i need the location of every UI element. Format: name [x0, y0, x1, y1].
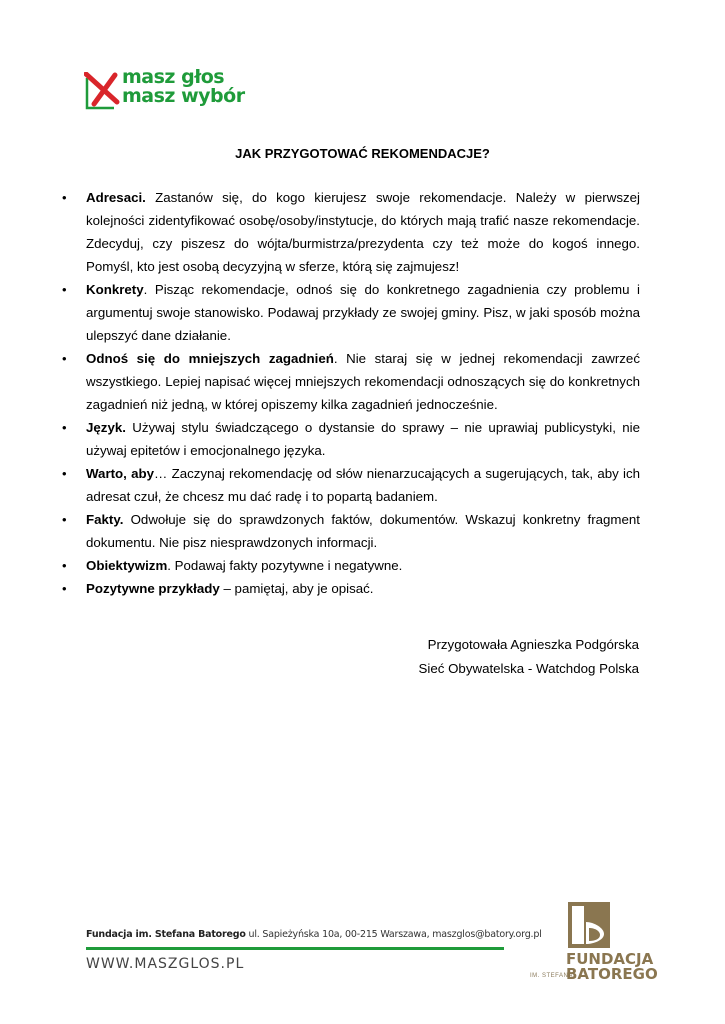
item-lead: Konkrety — [86, 282, 144, 297]
masz-glos-logo — [84, 68, 254, 114]
bullet-icon: • — [62, 512, 67, 527]
footer-org: Fundacja im. Stefana Batorego — [86, 929, 246, 940]
bullet-icon: • — [62, 466, 67, 481]
document-title: JAK PRZYGOTOWAĆ REKOMENDACJE? — [235, 146, 490, 161]
list-item — [60, 186, 640, 278]
item-text: Zastanów się, do kogo kierujesz swoje rekomendacje. Należy w pierwszej kolejności zidentyfikować osobę/osoby/instytucje, do których mają trafić nasze rekomendacje. Zdecyduj, czy piszesz do wójta/burmistrza/prezydenta czy też może do kogoś innego. Pomyśl, kto jest osobą decyzyjną w sferze, którą się zajmujesz! — [86, 190, 640, 274]
fb-name-line-1: FUNDACJA — [566, 950, 654, 968]
signature-author: Przygotowała Agnieszka Podgórska — [427, 637, 639, 652]
logo-line-1: masz głos — [122, 66, 225, 88]
fb-subtitle: IM. STEFANA — [530, 973, 573, 979]
item-lead: Odnoś się do mniejszych zagadnień — [86, 351, 334, 366]
footer-address — [86, 929, 542, 940]
logo-wordmark — [122, 68, 245, 106]
bullet-icon: • — [62, 282, 67, 297]
batory-mark-icon — [568, 902, 610, 948]
item-text: Używaj stylu świadczącego o dystansie do sprawy – nie uprawiaj publicystyki, nie używaj epitetów i emocjonalnego języka. — [86, 420, 640, 458]
bullet-icon: • — [62, 351, 67, 366]
item-lead: Fakty. — [86, 512, 124, 527]
bullet-icon: • — [62, 558, 67, 573]
bullet-icon: • — [62, 420, 67, 435]
item-text: … Zaczynaj rekomendację od słów nienarzucających a sugerujących, tak, aby ich adresat czuł, że chcesz mu dać radę i to popartą badaniem. — [86, 466, 641, 504]
list-item — [60, 416, 640, 462]
item-text: Odwołuje się do sprawdzonych faktów, dokumentów. Wskazuj konkretny fragment dokumentu. Nie pisz niesprawdzonych informacji. — [86, 512, 640, 550]
logo-line-2: masz wybór — [122, 85, 245, 107]
list-item — [60, 278, 640, 347]
fb-name — [566, 952, 658, 982]
list-item — [60, 577, 640, 600]
fb-name-line-2: BATOREGO — [566, 965, 658, 983]
bullet-icon: • — [62, 581, 67, 596]
recommendation-list — [60, 186, 640, 600]
item-lead: Pozytywne przykłady — [86, 581, 220, 596]
item-lead: Obiektywizm — [86, 558, 168, 573]
item-text: . Pisząc rekomendacje, odnoś się do konkretnego zagadnienia czy problemu i argumentuj swoje stanowisko. Podawaj przykłady ze swojej gminy. Pisz, w jaki sposób można ulepszyć dane działanie. — [86, 282, 640, 343]
fundacja-batorego-logo — [528, 900, 658, 990]
footer-website-link[interactable]: WWW.MASZGLOS.PL — [86, 956, 245, 972]
list-item — [60, 347, 640, 416]
list-item — [60, 554, 640, 577]
ballot-x-icon — [84, 72, 120, 110]
footer-divider — [86, 947, 504, 950]
item-text: – pamiętaj, aby je opisać. — [219, 581, 374, 596]
item-text: . Nie staraj się w jednej rekomendacji zawrzeć wszystkiego. Lepiej napisać więcej mniejszych rekomendacji odnoszących się do konkretnych zagadnień niż jedną, w której opiszemy kilka zagadnień jednocześnie. — [86, 351, 640, 412]
footer-address-text: ul. Sapieżyńska 10a, 00-215 Warszawa, maszglos@batory.org.pl — [245, 929, 542, 940]
signature — [419, 633, 639, 681]
item-lead: Adresaci. — [86, 190, 146, 205]
list-item — [60, 462, 640, 508]
bullet-icon: • — [62, 190, 67, 205]
item-lead: Warto, aby — [86, 466, 155, 481]
item-text: . Podawaj fakty pozytywne i negatywne. — [167, 558, 403, 573]
signature-organization: Sieć Obywatelska - Watchdog Polska — [418, 661, 639, 676]
item-lead: Język. — [86, 420, 126, 435]
list-item — [60, 508, 640, 554]
